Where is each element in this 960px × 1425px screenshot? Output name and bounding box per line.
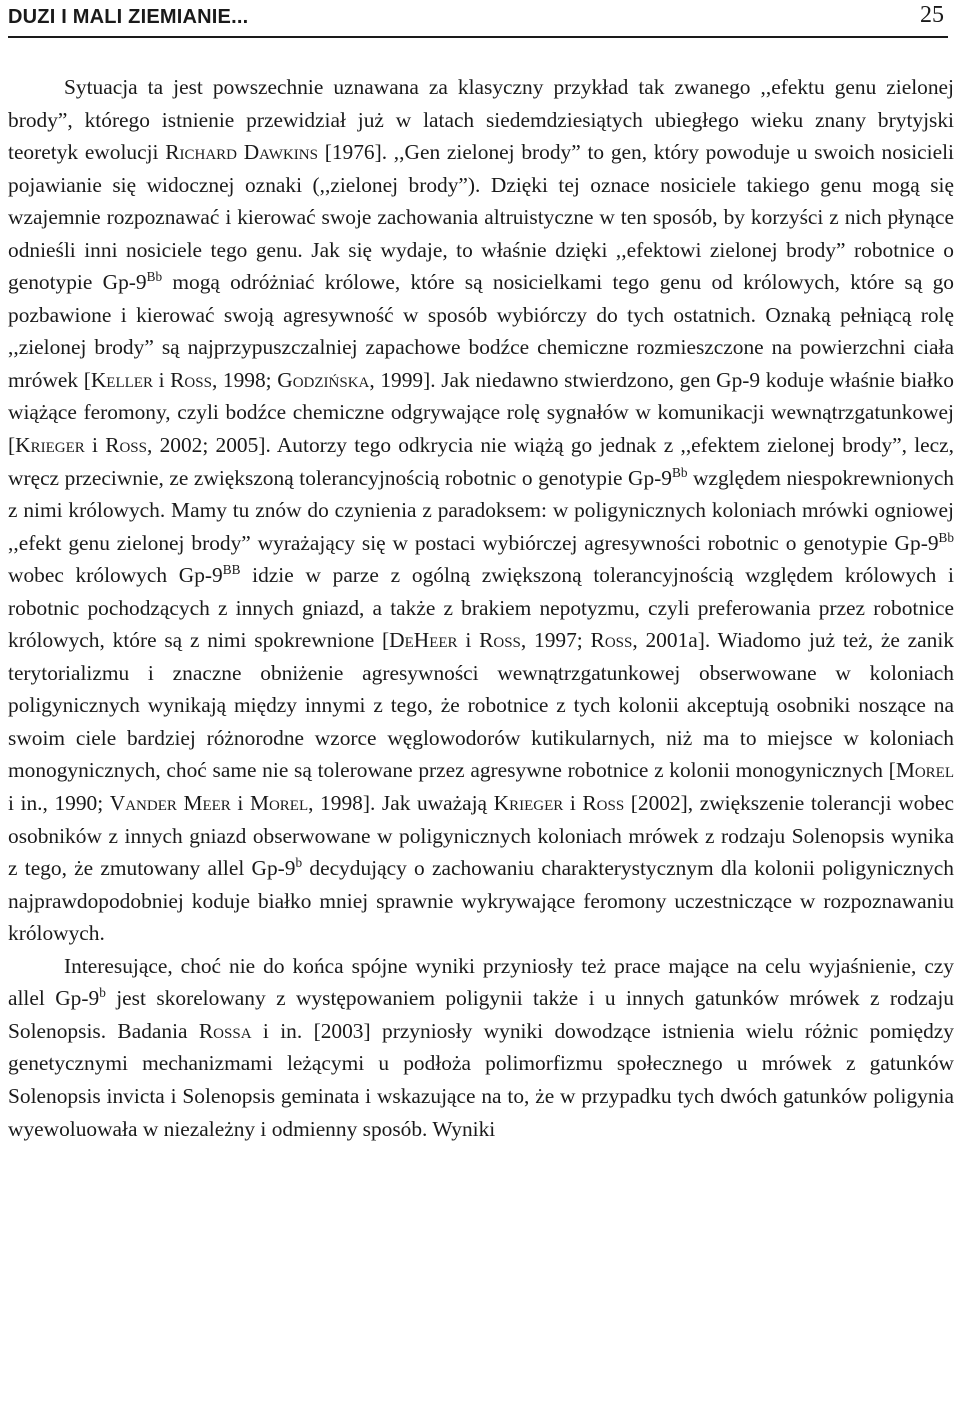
text-run: i (152, 367, 171, 392)
author-name: Keller (90, 367, 153, 392)
text-run: i (84, 433, 106, 458)
superscript: Bb (146, 269, 163, 285)
text-run: Sytuacja ta jest powszechnie uznawana za klasyczny przykład tak zwanego ,,efektu genu zielonej brody”, którego istnienie przewidział już w latach siedemdziesiątych ubiegłego wieku znany brytyjski teoretyk ewolucji (8, 75, 954, 165)
text-run: i in. [2003] przyniosły wyniki dowodzące istnienia wielu różnic pomiędzy genetycznymi mechanizmami leżącymi u podłoża polimorfizmu społecznego u mrówek z gatunków Solenopsis invicta i Solenopsis geminata i wskazujące na to, że w przypadku tych dwóch gatunków poligynia wyewoluowała w niezależny i odmienny sposób. Wyniki (8, 1018, 954, 1141)
text-run: [2002], zwiększenie tolerancji wobec osobników z innych gniazd obserwowane w poligynicznych koloniach mrówek z rodzaju Solenopsis wynika z tego, że zmutowany allel Gp-9 (8, 791, 955, 881)
paragraph (8, 950, 954, 1145)
author-name: Morel (895, 758, 954, 783)
body-text (8, 71, 954, 1145)
text-run: , 1999]. Jak niedawno stwierdzono, gen Gp-9 koduje właśnie białko wiążące feromony, czyli bodźce chemiczne odgrywające rolę sygnałów w komunikacji wewnątrzgatunkowej [ (8, 367, 954, 458)
text-run: wobec królowych Gp-9 (8, 563, 223, 588)
text-run: , 2001a]. Wiadomo już też, że zanik terytorializmu i znaczne obniżenie agresywności wewnątrzgatunkowej obserwowane w koloniach poligynicznych wynikają między innymi z tego, że robotnice z tych kolonii akceptują osobniki noszące na swoim ciele bardziej różnorodne wzorce węglowodorów kutikularnych, niż ma to miejsce w koloniach monogynicznych, choć same nie są tolerowane przez agresywne robotnice z kolonii monogynicznych [ (8, 628, 954, 783)
author-name: DeHeer (389, 628, 458, 653)
author-name: Ross (170, 367, 212, 392)
author-name: Richard Dawkins (165, 140, 318, 165)
text-run: [1976]. ,,Gen zielonej brody” to gen, który powoduje u swoich nosicieli pojawianie się widocznej oznaki (,,zielonej brody”). Dzięki tej oznace nosiciele takiego genu mogą się wzajemnie rozpoznawać i kierować swoje zachowania altruistyczne w ten sposób, by korzyści z nich płynące odnieśli inni nosiciele tego genu. Jak się wydaje, to właśnie dzięki ,,efektowi zielonej brody” robotnice o genotypie Gp-9 (8, 140, 955, 295)
superscript: b (99, 985, 106, 1001)
author-name: Morel (249, 791, 309, 816)
text-run: i in., 1990; (8, 791, 110, 816)
author-name: Ross (105, 433, 147, 458)
author-name: Godzińska (277, 367, 370, 392)
text-run: , 1997; (520, 628, 591, 653)
text-run: jest skorelowany z występowaniem poligynii także i u innych gatunków mrówek z rodzaju Solenopsis. Badania (8, 986, 954, 1043)
text-run: mogą odróżniać królowe, które są nosicielkami tego genu od królowych, które są go pozbawione i kierować swoją agresywność w sposób wybiórczy do tych ostatnich. Oznaką pełniącą rolę ,,zielonej brody” są najprzypuszczalniej zapachowe bodźce chemiczne rozmieszczone na powierzchni ciała mrówek [ (8, 270, 954, 392)
page-number: 25 (920, 2, 944, 28)
text-run: i (230, 791, 250, 816)
text-run: względem niespokrewnionych z nimi królowych. Mamy tu znów do czynienia z paradoksem: w poligynicznych koloniach mrówki ogniowej ,,efekt genu zielonej brody” wyrażający się w postaci wybiórczej agresywności robotnic o genotypie Gp-9 (8, 465, 955, 555)
text-run: idzie w parze z ogólną zwiększoną tolerancyjnością względem królowych i robotnic pochodzących z innych gniazd, a także z brakiem nepotyzmu, czyli preferowania przez robotnice królowych, które są z nimi spokrewnione [ (8, 563, 954, 653)
running-title: DUZI I MALI ZIEMIANIE... (8, 6, 249, 28)
superscript: BB (222, 561, 241, 577)
paragraph (8, 71, 954, 950)
author-name: Rossa (198, 1018, 252, 1043)
superscript: Bb (671, 464, 688, 480)
text-run: i (457, 628, 480, 653)
author-name: Ross (590, 628, 633, 653)
running-header (8, 0, 948, 38)
text-run: decydujący o zachowaniu charakterystycznym dla kolonii poligynicznych najprawdopodobniej koduje białko mniej sprawnie wykrywające feromony uczestniczące w rozpoznawaniu królowych. (8, 856, 954, 946)
text-run: , 1998]. Jak uważają (308, 791, 494, 816)
author-name: Ross (582, 791, 625, 816)
text-run: , 1998; (211, 367, 278, 392)
superscript: b (295, 854, 303, 870)
author-name: Vander Meer (109, 791, 231, 816)
text-run: Interesujące, choć nie do końca spójne wyniki przyniosły też prace mające na celu wyjaśnienie, czy allel Gp-9 (8, 953, 954, 1011)
author-name: Krieger (493, 791, 564, 816)
text-run: i (563, 791, 583, 816)
superscript: Bb (938, 529, 954, 545)
author-name: Krieger (15, 433, 85, 458)
text-run: , 2002; 2005]. Autorzy tego odkrycia nie wiążą go jednak z ,,efektem zielonej brody”, lecz, wręcz przeciwnie, ze zwiększoną tolerancyjnością robotnic o genotypie Gp-9 (8, 433, 954, 490)
author-name: Ross (479, 628, 521, 653)
